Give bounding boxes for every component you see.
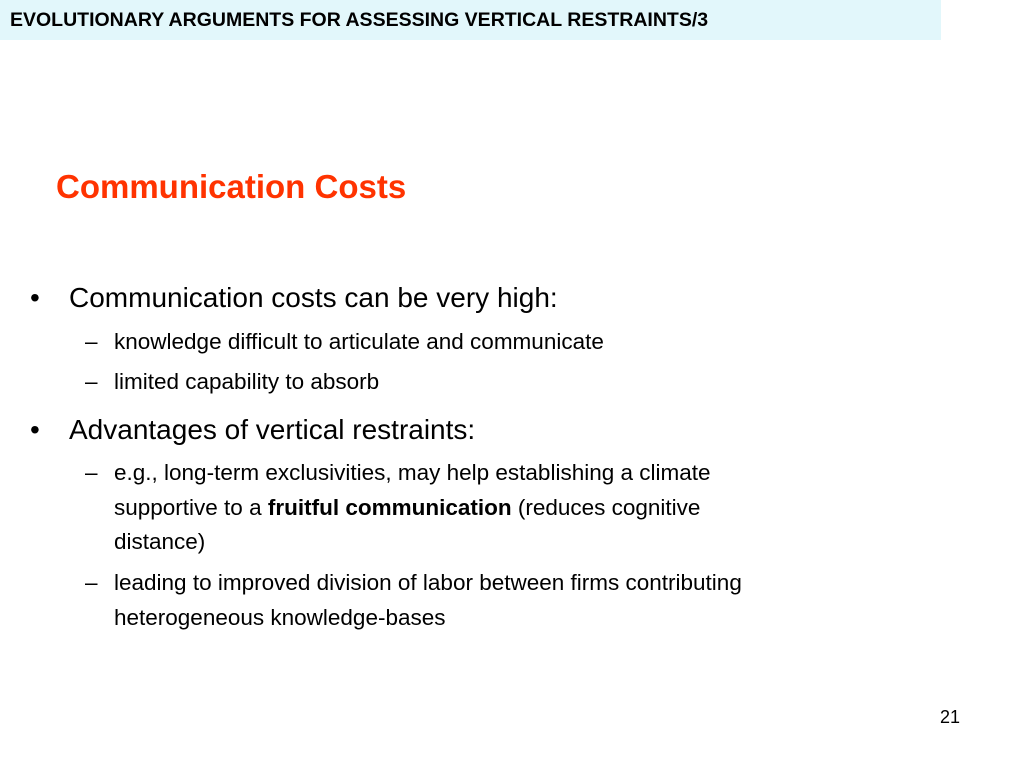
sub-bullet-marker: –	[85, 369, 98, 394]
slide-title: Communication Costs	[56, 168, 407, 205]
bullet-marker: •	[30, 414, 40, 445]
emphasis-text: fruitful communication	[267, 494, 512, 520]
header-bar	[0, 0, 941, 40]
sub-bullet-line: leading to improved division of labor between firms contributing	[114, 570, 742, 595]
sub-bullet-marker: –	[85, 329, 98, 354]
sub-bullet-line: e.g., long-term exclusivities, may help establishing a climate	[114, 460, 711, 485]
sub-bullet-text: knowledge difficult to articulate and communicate	[114, 329, 604, 354]
sub-bullet-line: distance)	[114, 529, 206, 554]
bullet-marker: •	[30, 282, 40, 313]
sub-bullet-line-part: (reduces cognitive	[511, 494, 701, 520]
page-number: 21	[940, 707, 961, 727]
bullet-text: Advantages of vertical restraints:	[69, 414, 476, 445]
sub-bullet-line: heterogeneous knowledge-bases	[114, 604, 446, 630]
sub-bullet-text	[114, 566, 914, 635]
sub-bullet-text	[114, 456, 914, 560]
sub-bullet-marker: –	[85, 570, 98, 595]
sub-bullet-line-part: supportive to a	[114, 494, 268, 520]
sub-bullet-marker: –	[85, 460, 98, 485]
sub-bullet-text: limited capability to absorb	[114, 369, 380, 394]
header-title: EVOLUTIONARY ARGUMENTS FOR ASSESSING VERTICAL RESTRAINTS/3	[10, 9, 709, 31]
bullet-text: Communication costs can be very high:	[69, 282, 558, 313]
